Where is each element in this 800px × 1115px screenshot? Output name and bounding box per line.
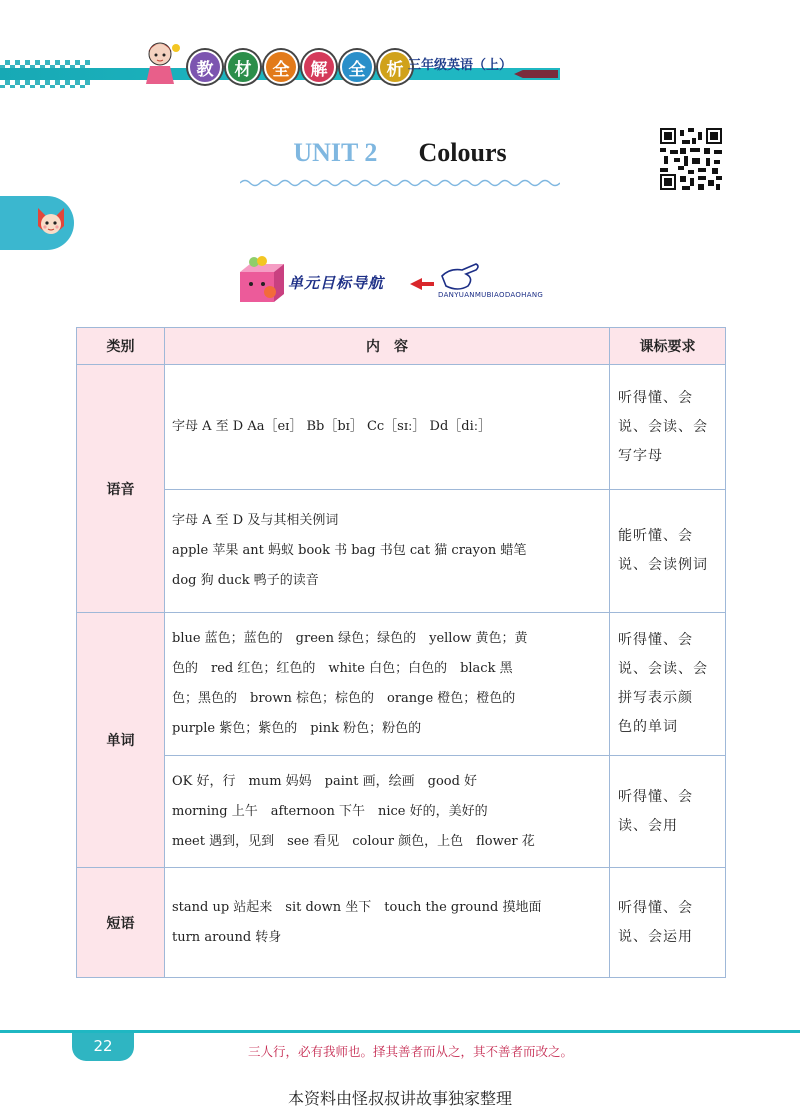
requirement-line: 读、会用 — [618, 817, 678, 834]
table-row — [77, 756, 726, 868]
girl-mascot-icon — [138, 38, 182, 88]
requirement-line: 拼写表示颜 — [618, 690, 693, 706]
category-words: 单词 — [77, 613, 165, 868]
title-char: 材 — [226, 50, 260, 84]
requirement-cell — [610, 365, 726, 490]
requirement-line: 说、会读、会 — [618, 661, 708, 677]
column-header-category: 类别 — [77, 328, 165, 365]
requirement-cell — [610, 613, 726, 756]
content-line: 色的 red 红色；红色的 white 白色；白色的 black 黑 — [172, 661, 513, 676]
content-line: 色；黑色的 brown 棕色；棕色的 orange 橙色；橙色的 — [172, 691, 516, 706]
table-row — [77, 613, 726, 756]
content-cell — [165, 365, 610, 490]
table-header-row — [77, 328, 726, 365]
content-line: blue 蓝色；蓝色的 green 绿色；绿色的 yellow 黄色；黄 — [172, 631, 528, 646]
pointing-hand-icon — [440, 260, 480, 292]
requirement-cell — [610, 868, 726, 978]
requirement-line: 说、会读例词 — [618, 557, 708, 573]
content-line: meet 遇到，见到 see 看见 colour 颜色，上色 flower 花 — [172, 833, 535, 849]
qr-code-icon[interactable] — [660, 128, 722, 190]
content-line: stand up 站起来 sit down 坐下 touch the ground 摸地面 — [172, 899, 542, 915]
content-line: 字母 A 至 D Aa［eɪ］ Bb［bɪ］ Cc［sɪː］ Dd［diː］ — [172, 419, 492, 434]
title-char: 全 — [264, 50, 298, 84]
unit-goals-table — [76, 327, 726, 978]
requirement-line: 听得懂、会 — [618, 632, 693, 648]
content-line: morning 上午 afternoon 下午 nice 好的，美好的 — [172, 803, 488, 819]
column-header-content: 内 容 — [165, 328, 610, 365]
banner-pinyin: DANYUANMUBIAODAOHANG — [438, 291, 544, 299]
requirement-line: 说、会读、会 — [618, 418, 708, 435]
content-cell — [165, 490, 610, 613]
requirement-line: 听得懂、会 — [618, 899, 693, 916]
requirement-line: 说、会运用 — [618, 928, 693, 945]
grade-label: 三年级英语（上） — [408, 58, 513, 73]
unit-name: Colours — [418, 138, 507, 167]
requirement-line: 写字母 — [618, 447, 663, 464]
pencil-icon — [514, 70, 558, 78]
content-line: OK 好，行 mum 妈妈 paint 画，绘画 good 好 — [172, 773, 478, 789]
column-header-requirement: 课标要求 — [610, 328, 726, 365]
title-char: 解 — [302, 50, 336, 84]
title-char: 全 — [340, 50, 374, 84]
title-char: 教 — [188, 50, 222, 84]
section-banner — [232, 256, 568, 312]
requirement-line: 听得懂、会 — [618, 788, 693, 805]
category-phonetics: 语音 — [77, 365, 165, 613]
requirement-cell — [610, 756, 726, 868]
wave-divider — [240, 178, 560, 188]
banner-title: 单元目标导航 — [288, 274, 385, 292]
source-note: 本资料由怪叔叔讲故事独家整理 — [287, 1089, 512, 1108]
book-title — [188, 50, 412, 84]
title-char: 析 — [378, 50, 412, 84]
requirement-line: 听得懂、会 — [618, 389, 693, 406]
page-number: 22 — [72, 1033, 134, 1061]
requirement-line: 能听懂、会 — [618, 528, 693, 544]
requirement-cell — [610, 490, 726, 613]
content-line: 字母 A 至 D 及与其相关例词 — [172, 513, 339, 528]
content-cell — [165, 756, 610, 868]
table-row — [77, 365, 726, 490]
content-line: turn around 转身 — [172, 929, 282, 945]
category-phrases: 短语 — [77, 868, 165, 978]
footer-motto: 三人行，必有我师也。择其善者而从之，其不善者而改之。 — [248, 1044, 574, 1059]
fox-mascot-icon — [34, 204, 68, 242]
table-row — [77, 868, 726, 978]
unit-number: UNIT 2 — [293, 138, 378, 167]
arrow-icon — [410, 278, 434, 290]
content-cell — [165, 868, 610, 978]
table-row — [77, 490, 726, 613]
requirement-line: 色的单词 — [618, 719, 678, 735]
gift-box-mascot-icon — [232, 256, 288, 312]
page-header — [0, 30, 800, 100]
content-line: apple 苹果 ant 蚂蚁 book 书 bag 书包 cat 猫 crayon 蜡笔 — [172, 543, 527, 558]
content-line: purple 紫色；紫色的 pink 粉色；粉色的 — [172, 721, 422, 736]
content-line: dog 狗 duck 鸭子的读音 — [172, 573, 319, 588]
content-cell — [165, 613, 610, 756]
